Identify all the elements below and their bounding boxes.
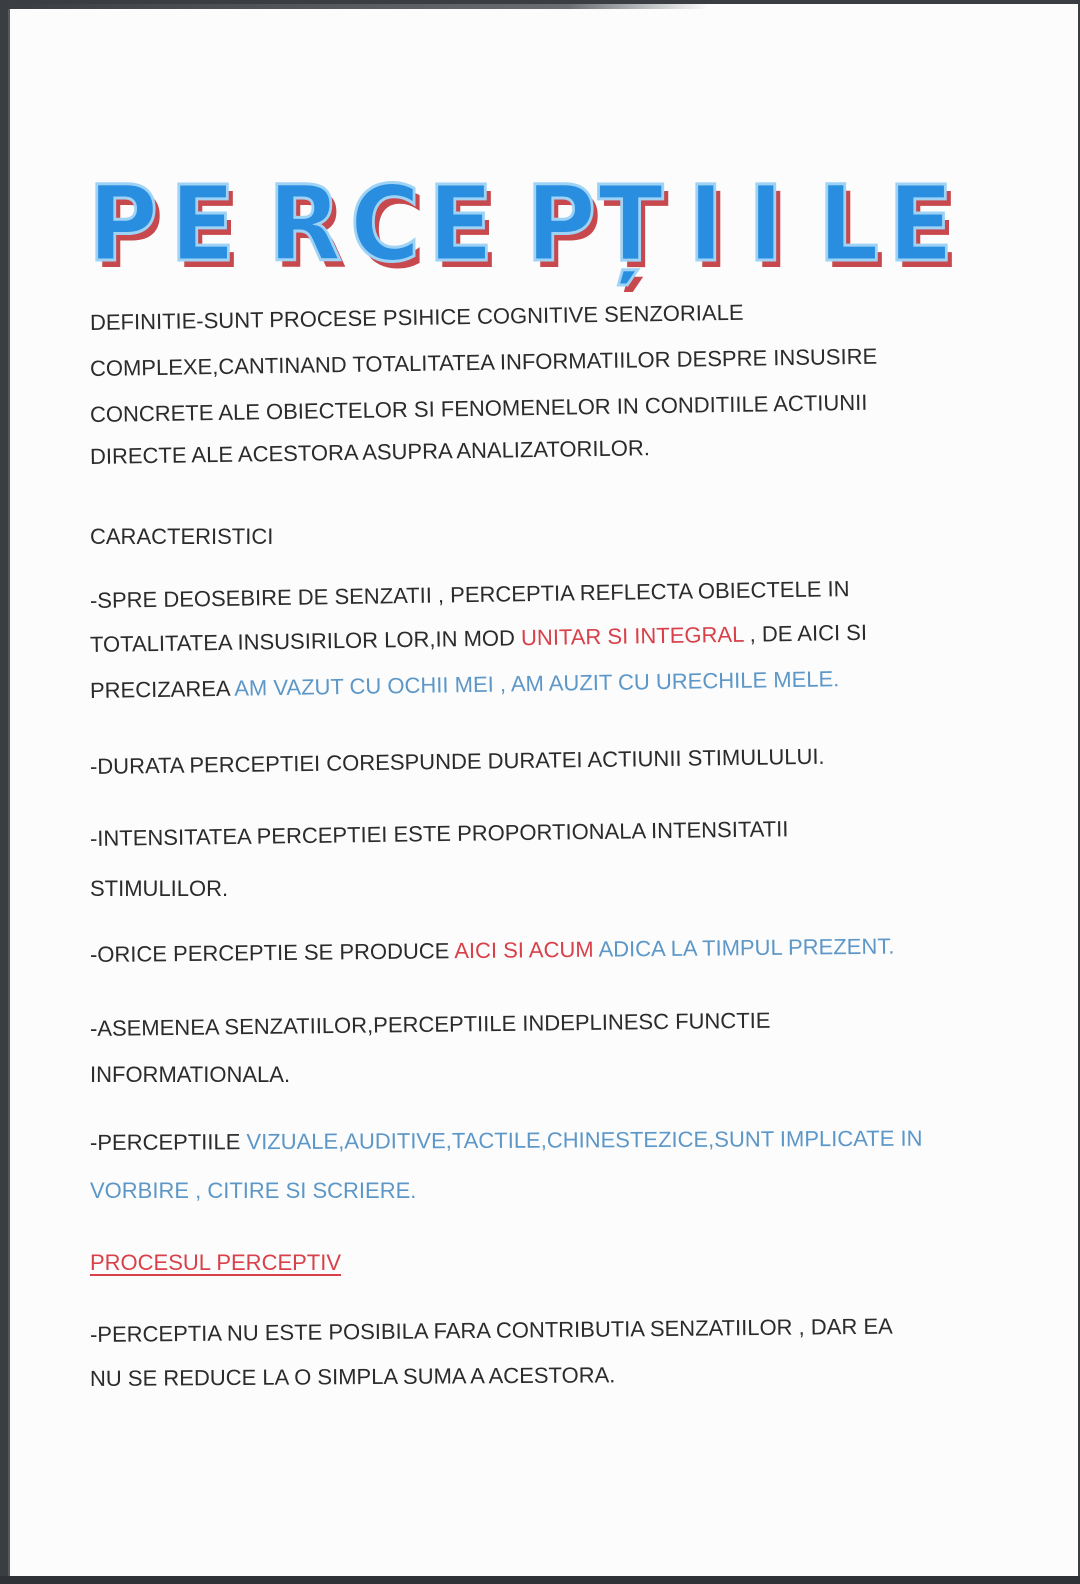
definition-line: DEFINITIE-SUNT PROCESE PSIHICE COGNITIVE SENZORIALE <box>89 299 744 335</box>
characteristic-line: -DURATA PERCEPTIEI CORESPUNDE DURATEI ACTIUNII STIMULULUI. <box>89 743 825 779</box>
title-letter: R <box>268 163 342 285</box>
definition-line: COMPLEXE,CANTINAND TOTALITATEA INFORMATIILOR DESPRE INSUSIRE <box>89 343 878 381</box>
text-segment: -PERCEPTIILE <box>89 1129 247 1155</box>
highlight-red: AICI SI ACUM <box>454 936 594 964</box>
characteristic-line: VORBIRE , CITIRE SI SCRIERE. <box>90 1178 417 1203</box>
highlight-blue: VIZUALE,AUDITIVE,TACTILE,CHINESTEZICE,SUNT IMPLICATE IN <box>246 1125 923 1155</box>
text-segment: -ORICE PERCEPTIE SE PRODUCE <box>89 938 455 967</box>
text-segment: PRECIZAREA <box>89 675 235 703</box>
characteristic-line: INFORMATIONALA. <box>90 1062 291 1087</box>
document-page <box>8 4 1078 1576</box>
process-line: -PERCEPTIA NU ESTE POSIBILA FARA CONTRIBUTIA SENZATIILOR , DAR EA <box>89 1313 893 1347</box>
title-letter: C <box>350 163 421 285</box>
title-letter: I <box>748 163 784 285</box>
text-segment: TOTALITATEA INSUSIRILOR LOR,IN MOD <box>89 625 522 657</box>
title-letter: Ț <box>598 163 664 285</box>
characteristic-line: -INTENSITATEA PERCEPTIEI ESTE PROPORTIONALA INTENSITATII <box>89 816 789 851</box>
process-heading: PROCESUL PERCEPTIV <box>90 1250 342 1275</box>
title-letter: P <box>526 163 597 285</box>
characteristic-line <box>90 934 895 968</box>
highlight-blue: ADICA LA TIMPUL PREZENT. <box>593 933 895 962</box>
characteristic-line: STIMULILOR. <box>90 876 229 901</box>
highlight-blue: AM VAZUT CU OCHII MEI , AM AUZIT CU URECHILE MELE. <box>234 666 840 701</box>
text-segment: , DE AICI SI <box>743 619 868 647</box>
highlight-red: UNITAR SI INTEGRAL <box>520 621 744 651</box>
page-edge-bottom <box>0 1576 1080 1584</box>
characteristic-line <box>90 620 867 658</box>
definition-line: DIRECTE ALE ACESTORA ASUPRA ANALIZATORILOR. <box>89 435 651 469</box>
characteristic-line: -SPRE DEOSEBIRE DE SENZATII , PERCEPTIA REFLECTA OBIECTELE IN <box>89 576 850 613</box>
characteristic-line: -ASEMENEA SENZATIILOR,PERCEPTIILE INDEPLINESC FUNCTIE <box>89 1007 771 1041</box>
characteristic-line <box>90 1126 923 1156</box>
title-letter: P <box>88 163 159 285</box>
section-heading: CARACTERISTICI <box>90 524 274 549</box>
title-letter: E <box>888 163 954 285</box>
page-title <box>88 163 988 285</box>
title-letter: E <box>170 163 236 285</box>
definition-line: CONCRETE ALE OBIECTELOR SI FENOMENELOR IN CONDITIILE ACTIUNII <box>89 389 868 427</box>
title-letter: L <box>818 163 879 285</box>
process-line: NU SE REDUCE LA O SIMPLA SUMA A ACESTORA. <box>89 1362 616 1391</box>
title-letter: I <box>688 163 724 285</box>
page-edge-top <box>8 4 708 9</box>
title-letter: E <box>428 163 494 285</box>
characteristic-line <box>90 666 840 704</box>
